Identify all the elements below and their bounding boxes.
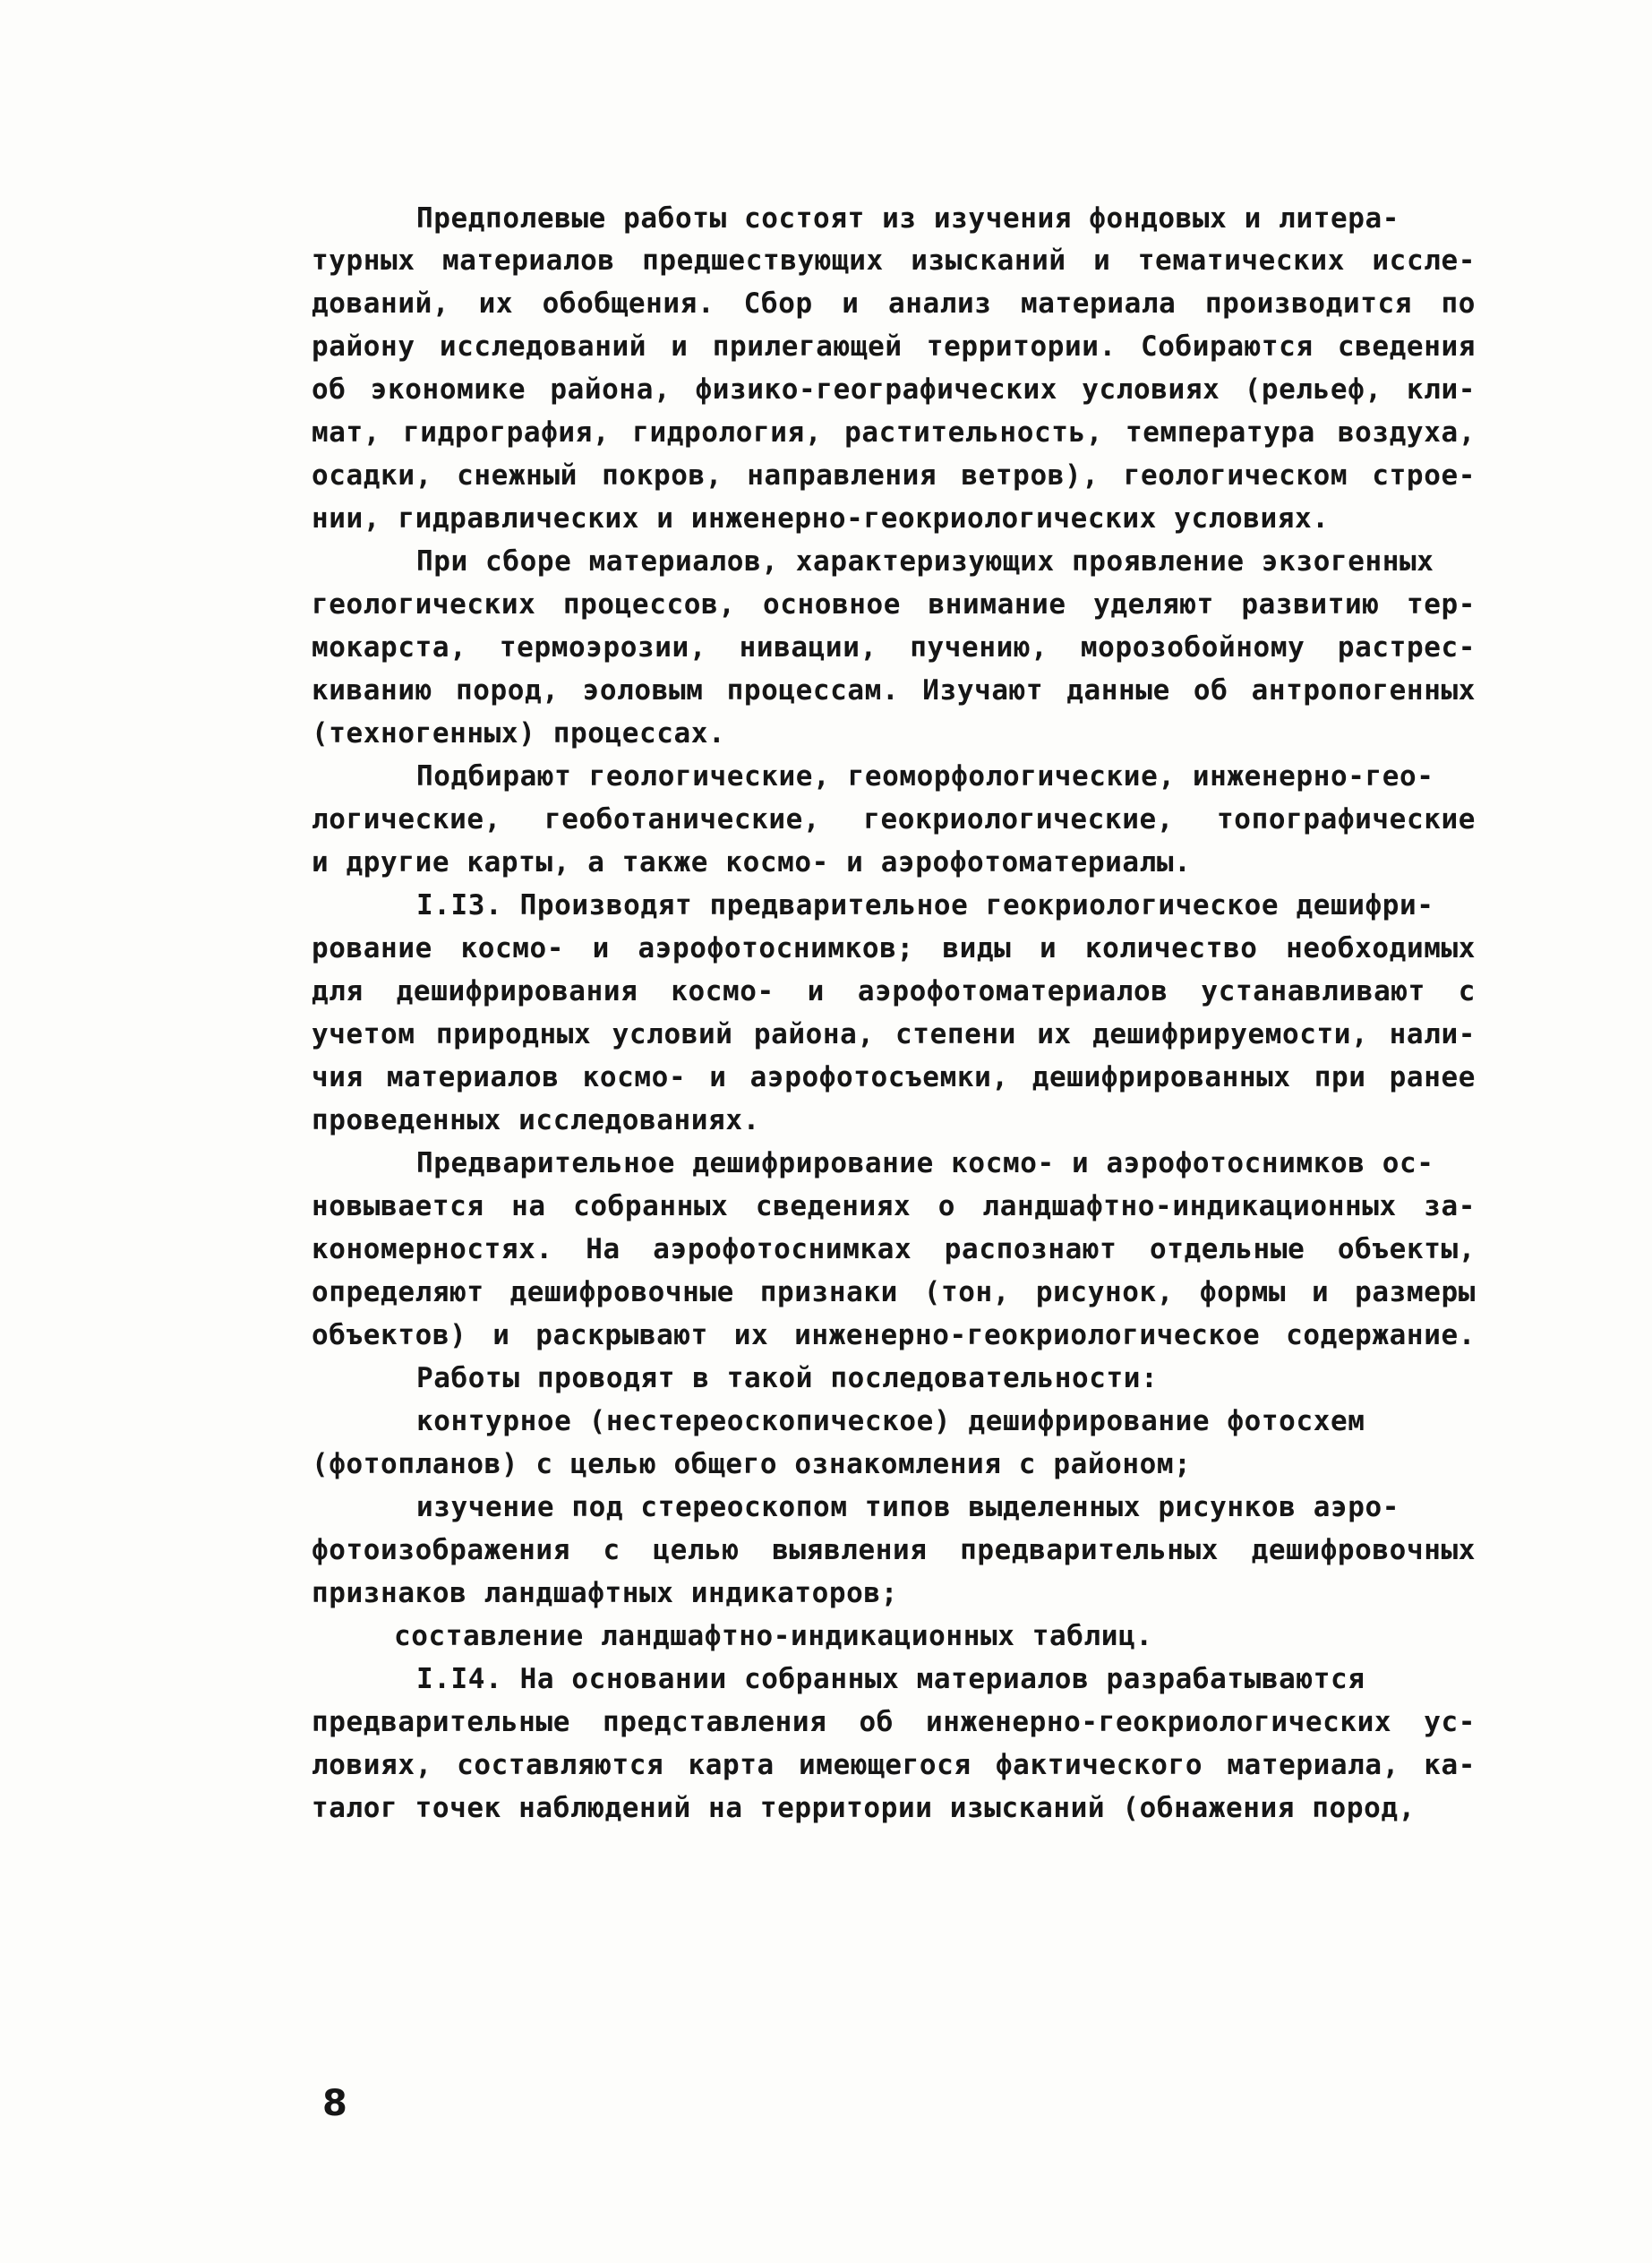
section-heading-1-14: I.I4. На основании собранных материалов разрабатываются: [416, 1663, 1365, 1695]
text-line: геологических процессов, основное внимание уделяют развитию тер-: [312, 588, 1476, 621]
text-line: Подбирают геологические, геоморфологические, инженерно-гео-: [416, 760, 1434, 793]
text-line: для дешифрирования космо- и аэрофотоматериалов устанавливают с: [312, 975, 1476, 1007]
text-line: району исследований и прилегающей территории. Собираются сведения: [312, 330, 1476, 363]
section-heading-1-13: I.I3. Производят предварительное геокриологическое дешифри-: [416, 889, 1434, 921]
list-item: контурное (нестереоскопическое) дешифрирование фотосхем: [416, 1405, 1365, 1437]
text-line: об экономике района, физико-географических условиях (рельеф, кли-: [312, 373, 1476, 406]
text-line: При сборе материалов, характеризующих проявление экзогенных: [416, 545, 1434, 578]
text-line: объектов) и раскрывают их инженерно-геокриологическое содержание.: [312, 1319, 1476, 1351]
text-line: определяют дешифровочные признаки (тон, рисунок, формы и размеры: [312, 1276, 1476, 1308]
text-line: чия материалов космо- и аэрофотосъемки, дешифрированных при ранее: [312, 1061, 1476, 1093]
text-line: (фотопланов) с целью общего ознакомления с районом;: [312, 1448, 1192, 1480]
text-line: турных материалов предшествующих изысканий и тематических иссле-: [312, 244, 1476, 277]
text-line: проведенных исследованиях.: [312, 1104, 760, 1136]
text-line: мокарста, термоэрозии, нивации, пучению, морозобойному растрес-: [312, 631, 1476, 664]
text-line: Предполевые работы состоят из изучения фондовых и литера-: [416, 202, 1400, 235]
text-line: новывается на собранных сведениях о ландшафтно-индикационных за-: [312, 1190, 1476, 1222]
text-line: Работы проводят в такой последовательности:: [416, 1362, 1159, 1394]
text-line: и другие карты, а также космо- и аэрофотоматериалы.: [312, 846, 1192, 879]
text-line: логические, геоботанические, геокриологические, топографические: [312, 803, 1476, 836]
text-line: мат, гидрография, гидрология, растительность, температура воздуха,: [312, 416, 1476, 449]
text-line: фотоизображения с целью выявления предварительных дешифровочных: [312, 1534, 1476, 1566]
text-line: признаков ландшафтных индикаторов;: [312, 1577, 898, 1609]
list-item: изучение под стереоскопом типов выделенных рисунков аэро-: [416, 1491, 1400, 1523]
text-line: (техногенных) процессах.: [312, 717, 726, 750]
text-line: талог точек наблюдений на территории изысканий (обнажения пород,: [312, 1792, 1416, 1824]
text-line: нии, гидравлических и инженерно-геокриологических условиях.: [312, 502, 1330, 535]
text-line: предварительные представления об инженерно-геокриологических ус-: [312, 1706, 1476, 1738]
text-line: рование космо- и аэрофотоснимков; виды и количество необходимых: [312, 932, 1476, 964]
text-line: Предварительное дешифрирование космо- и аэрофотоснимков ос-: [416, 1147, 1434, 1179]
list-item: составление ландшафтно-индикационных таблиц.: [394, 1620, 1153, 1652]
text-line: учетом природных условий района, степени их дешифрируемости, нали-: [312, 1018, 1476, 1050]
text-line: осадки, снежный покров, направления ветров), геологическом строе-: [312, 459, 1476, 492]
text-line: дований, их обобщения. Сбор и анализ материала производится по: [312, 287, 1476, 320]
page-number: 8: [322, 2083, 347, 2124]
text-line: киванию пород, эоловым процессам. Изучают данные об антропогенных: [312, 674, 1476, 707]
text-line: кономерностях. На аэрофотоснимках распознают отдельные объекты,: [312, 1233, 1476, 1265]
text-line: ловиях, составляются карта имеющегося фактического материала, ка-: [312, 1749, 1476, 1781]
